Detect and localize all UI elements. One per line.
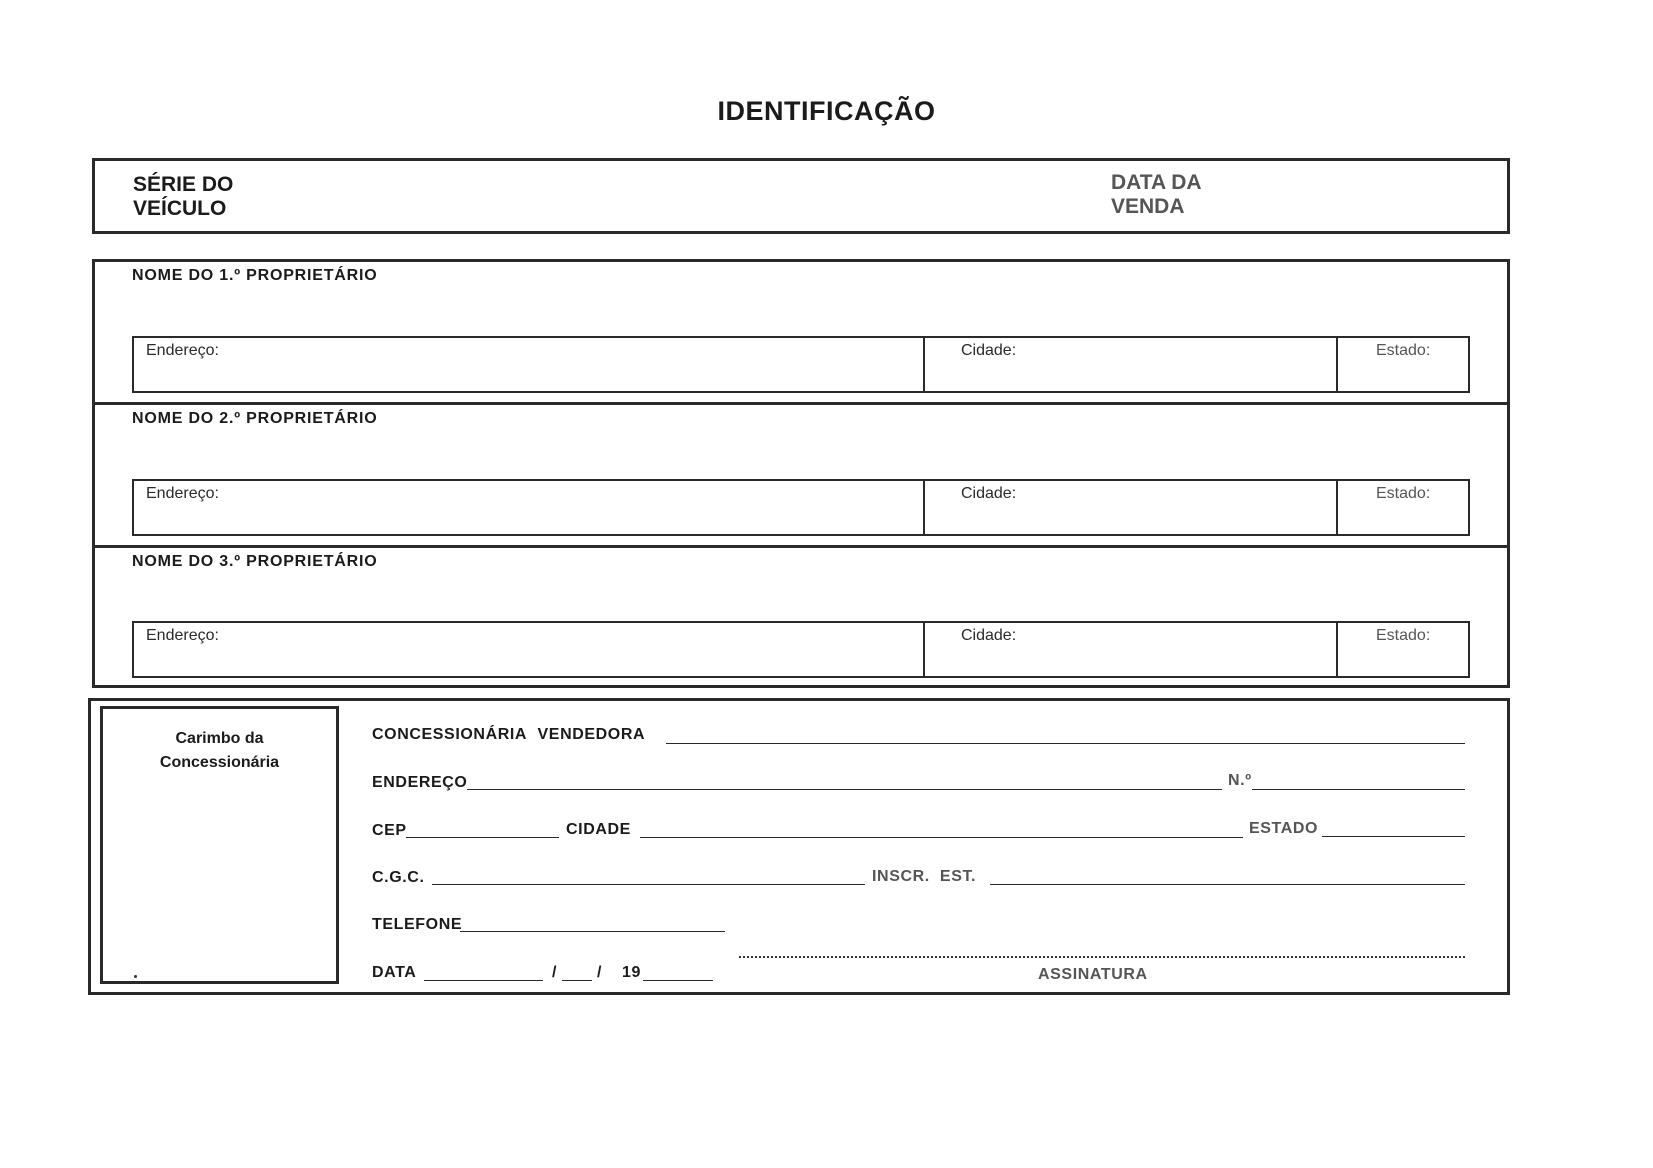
dealer-number-label: N.º bbox=[1228, 772, 1252, 789]
dealer-date-slash-2: / bbox=[597, 964, 603, 981]
serie-label-line2: VEÍCULO bbox=[133, 197, 227, 220]
dealer-address-line[interactable] bbox=[467, 789, 1222, 790]
owner-2-city-field[interactable]: Cidade: bbox=[923, 481, 1336, 534]
page-title: IDENTIFICAÇÃO bbox=[717, 96, 936, 126]
dealer-name-label: CONCESSIONÁRIA VENDEDORA bbox=[372, 726, 646, 743]
owner-1-city-field[interactable]: Cidade: bbox=[923, 338, 1336, 391]
owner-1-state-field[interactable]: Estado: bbox=[1336, 338, 1468, 391]
dealer-stamp-box bbox=[100, 706, 339, 984]
signature-line[interactable] bbox=[739, 956, 1465, 958]
owner-2-state-field[interactable]: Estado: bbox=[1336, 481, 1468, 534]
serie-label-line1: SÉRIE DO bbox=[133, 173, 234, 196]
dealer-date-day-line[interactable] bbox=[424, 980, 543, 981]
dealer-state-registration-label: INSCR. EST. bbox=[872, 868, 977, 885]
sale-date-label-line2: VENDA bbox=[1111, 195, 1185, 218]
dealer-city-label: CIDADE bbox=[566, 821, 631, 838]
owner-2-address-field[interactable]: Endereço: bbox=[146, 485, 219, 502]
dealer-cep-line[interactable] bbox=[406, 837, 559, 838]
owner-3-address-row bbox=[132, 621, 1470, 678]
dealer-date-slash-1: / bbox=[552, 964, 558, 981]
dealer-date-month-line[interactable] bbox=[562, 980, 592, 981]
owner-3-state-field[interactable]: Estado: bbox=[1336, 623, 1468, 676]
dealer-address-label: ENDEREÇO bbox=[372, 774, 468, 791]
dealer-state-label: ESTADO bbox=[1249, 820, 1319, 837]
dealer-cgc-line[interactable] bbox=[432, 884, 865, 885]
owner-2-address-row bbox=[132, 479, 1470, 536]
dealer-state-registration-line[interactable] bbox=[990, 884, 1465, 885]
dealer-phone-label: TELEFONE bbox=[372, 916, 463, 933]
sale-date-label-line1: DATA DA bbox=[1111, 171, 1202, 194]
vehicle-header-box bbox=[92, 158, 1510, 234]
owner-divider-2 bbox=[92, 545, 1510, 548]
signature-label: ASSINATURA bbox=[1038, 966, 1148, 983]
dealer-date-year-line[interactable] bbox=[643, 980, 713, 981]
owner-1-address-field[interactable]: Endereço: bbox=[146, 342, 219, 359]
stamp-caption-line1: Carimbo da bbox=[175, 730, 264, 747]
owner-3-name-label: NOME DO 3.º PROPRIETÁRIO bbox=[132, 553, 378, 570]
owner-3-address-field[interactable]: Endereço: bbox=[146, 627, 219, 644]
stamp-caption bbox=[103, 709, 336, 775]
owner-divider-1 bbox=[92, 402, 1510, 405]
owner-1-address-row bbox=[132, 336, 1470, 393]
stamp-caption-line2: Concessionária bbox=[159, 754, 280, 771]
dealer-phone-line[interactable] bbox=[460, 931, 725, 932]
dealer-city-line[interactable] bbox=[640, 837, 1243, 838]
owner-2-name-label: NOME DO 2.º PROPRIETÁRIO bbox=[132, 410, 378, 427]
dealer-number-line[interactable] bbox=[1252, 789, 1465, 790]
dealer-cgc-label: C.G.C. bbox=[372, 869, 425, 886]
serie-label bbox=[133, 173, 233, 221]
stamp-mark bbox=[134, 975, 137, 978]
dealer-name-line[interactable] bbox=[666, 743, 1465, 744]
owner-3-city-field[interactable]: Cidade: bbox=[923, 623, 1336, 676]
dealer-state-line[interactable] bbox=[1322, 836, 1465, 837]
dealer-date-year-prefix: 19 bbox=[622, 964, 641, 981]
sale-date-label bbox=[1111, 171, 1202, 219]
dealer-date-label: DATA bbox=[372, 964, 417, 981]
owner-1-name-label: NOME DO 1.º PROPRIETÁRIO bbox=[132, 267, 378, 284]
dealer-cep-label: CEP bbox=[372, 822, 407, 839]
